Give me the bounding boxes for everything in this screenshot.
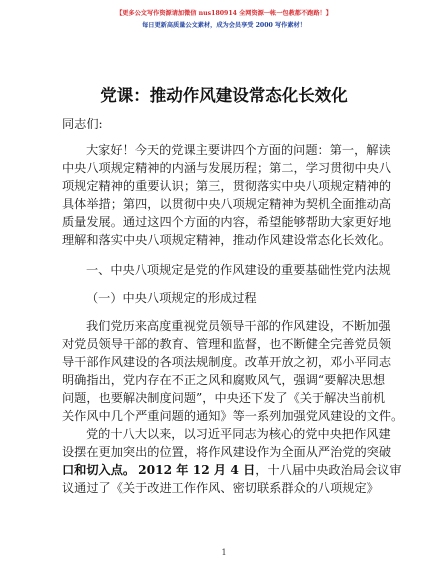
body-line <box>62 462 402 478</box>
body-line: 议通过了《关于改进工作作风、密切联系群众的八项规定》 <box>62 481 379 495</box>
intro-line: 项规定精神的重要认识；第三，贯彻落实中央八项规定精神的 <box>62 179 392 193</box>
body-line: 问题，也要解决制度问题”，中央还下发了《关于解决当前机 <box>62 391 386 405</box>
bold-phrase: 口和切入点。 <box>62 463 136 477</box>
body-line: 设摆在更加突出的位置，将作风建设作为全面从严治党的突破 <box>62 445 392 459</box>
intro-line: 质量发展。通过这四个方面的内容，希望能够帮助大家更好地 <box>62 215 392 229</box>
document-title: 党课：推动作风建设常态化长效化 <box>100 86 348 105</box>
bold-date: 2012 年 12 月 4 日 <box>138 463 256 477</box>
intro-line: 大家好！今天的党课主要讲四个方面的问题：第一，解读 <box>86 143 391 157</box>
salutation: 同志们: <box>62 117 103 131</box>
section-heading: 一、中央八项规定是党的作风建设的重要基础性党内法规 <box>86 263 391 277</box>
body-line: 明确指出，党内存在不正之风和腐败风气，强调“要解决思想 <box>62 373 386 387</box>
promo-banner-line-2: 每日更新高质量公文素材，成为会员享受 2000 写作素材！ <box>142 22 306 29</box>
page-number: 1 <box>221 548 227 557</box>
intro-line: 具体举措；第四，以贯彻中央八项规定精神为契机全面推动高 <box>62 197 392 211</box>
promo-banner-line-1: 【更多公文写作资源请加微信 nus180914 全网资源一帐一包教都不跑路！】 <box>116 10 332 17</box>
intro-line: 中央八项规定精神的内涵与发展历程；第二，学习贯彻中央八 <box>62 161 392 175</box>
body-line: 党的十八大以来，以习近平同志为核心的党中央把作风建 <box>86 427 391 441</box>
body-line: 导干部作风建设的各项法规制度。改革开放之初，邓小平同志 <box>62 355 392 369</box>
body-text: ，十八届中央政治局会议审 <box>255 463 402 477</box>
body-line: 关作风中几个严重问题的通知》等一系列加强党风建设的文件。 <box>62 409 404 423</box>
intro-line: 理解和落实中央八项规定精神，推动作风建设常态化长效化。 <box>62 233 392 247</box>
subsection-heading: （一）中央八项规定的形成过程 <box>86 291 257 305</box>
body-line: 对党员领导干部的教育、管理和监督，也不断健全完善党员领 <box>62 337 392 351</box>
body-line: 我们党历来高度重视党员领导干部的作风建设，不断加强 <box>86 319 391 333</box>
